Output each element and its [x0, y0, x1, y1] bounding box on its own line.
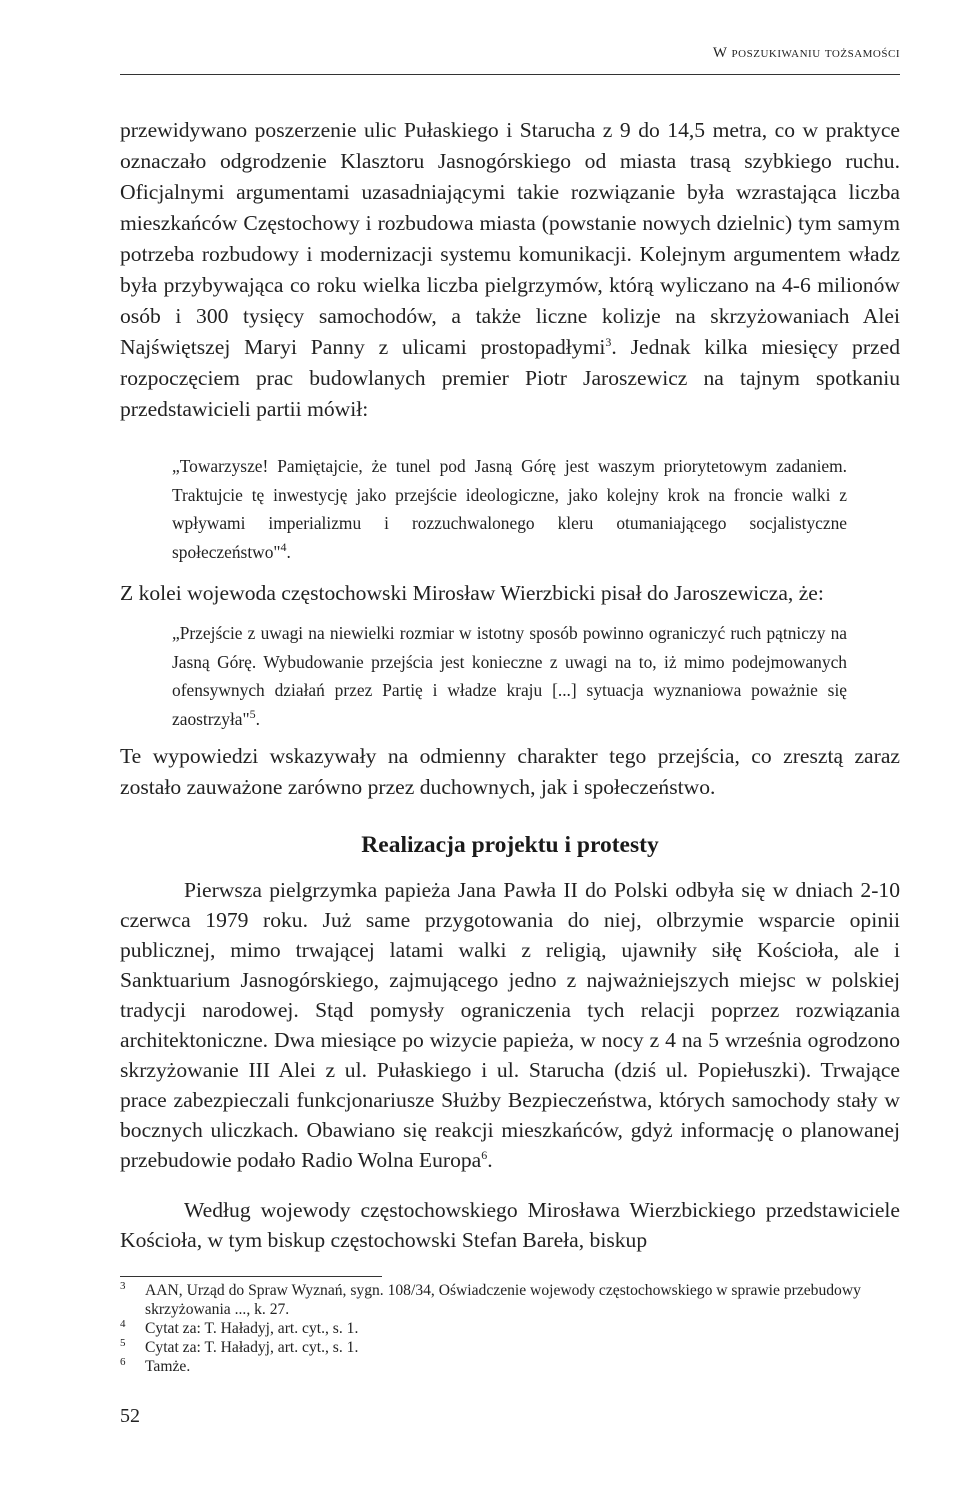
footnote-5 [120, 1338, 900, 1357]
paragraph-5: Według wojewody częstochowskiego Mirosława Wierzbickiego przedstawiciele Kościoła, w tym biskup częstochowski Stefan Bareła, biskup [120, 1198, 900, 1252]
quote-1-text: „Towarzysze! Pamiętajcie, że tunel pod Jasną Górę jest waszym priorytetowym zadaniem. Traktujcie tę inwestycję jako przejście ideologiczne, jako kolejny krok na froncie walki z wpływami imperializmu i rozzuchwalonego kleru otumaniającego socjalistyczne społeczeństwo" [172, 456, 847, 563]
footnote-rule [120, 1276, 382, 1277]
quote-wierzbicki [172, 619, 847, 734]
paragraph-1-text: przewidywano poszerzenie ulic Pułaskiego i Starucha z 9 do 14,5 metra, co w praktyce oznaczało odgrodzenie Klasztoru Jasnogórskiego od miasta trasą szybkiego ruchu. Oficjalnymi argumentami uzasadniającymi takie rozwiązanie była wzrastająca liczba mieszkańców Częstochowy i rozbudowa miasta (powstanie nowych dzielnic) tym samym potrzeba rozbudowy i modernizacji systemu komunikacji. Kolejnym argumentem władz była przybywająca co roku wielka liczba pielgrzymów, którą wyliczano na 4-6 milionów osób i 300 tysięcy samochodów, a także liczne kolizje na skrzyżowaniach Alei Najświętszej Maryi Panny z ulicami prostopadłymi [120, 118, 900, 359]
footnote-ref-5[interactable]: 5 [249, 707, 256, 722]
footnote-3 [120, 1281, 900, 1319]
footnote-number: 3 [120, 1280, 126, 1292]
footnote-ref-4[interactable]: 4 [280, 540, 287, 555]
footnote-4 [120, 1319, 900, 1338]
quote-2-end: . [255, 709, 260, 730]
footnote-text: Cytat za: T. Haładyj, art. cyt., s. 1. [145, 1320, 359, 1337]
footnote-ref-3[interactable]: 3 [605, 334, 612, 349]
paragraph-1 [120, 115, 900, 425]
quote-1-end: . [286, 542, 291, 563]
quote-2-text: „Przejście z uwagi na niewielki rozmiar w istotny sposób powinno ograniczyć ruch pątniczy na Jasną Górę. Wybudowanie przejścia jest konieczne z uwagi na to, iż mimo podejmowanych ofensywnych działań przez Partię i władze kraju [...] sytuacja wyznaniowa poważnie się zaostrzyła" [172, 623, 847, 730]
footnote-number: 5 [120, 1337, 126, 1349]
page-number: 52 [120, 1405, 140, 1427]
paragraph-1-text-cont: . Jednak kilka miesięcy przed rozpoczęciem prac budowlanych premier Piotr Jaroszewicz na tajnym spotkaniu przedstawicieli partii mówił: [120, 335, 900, 421]
paragraph-4-text: Pierwsza pielgrzymka papieża Jana Pawła II do Polski odbyła się w dniach 2-10 czerwca 1979 roku. Już same przygotowania do niej, olbrzymie wsparcie opinii publicznej, mimo trwającej latami walki z religią, ujawniły siłę Kościoła, ale i Sanktuarium Jasnogórskiego, zajmującego jedno z najważniejszych miejsc w polskiej tradycji narodowej. Stąd pomysły ograniczenia tych relacji poprzez rozwiązania architektoniczne. Dwa miesiące po wizycie papieża, w nocy z 4 na 5 września ogrodzono skrzyżowanie III Alei z ul. Pułaskiego i ul. Starucha (dziś ul. Popiełuszki). Trwające prace zabezpieczali funkcjonariusze Służby Bezpieczeństwa, których samochody stały w bocznych uliczkach. Obawiano się reakcji mieszkańców, gdyż informację o planowanej przebudowie podało Radio Wolna Europa [120, 878, 900, 1172]
footnote-6 [120, 1357, 900, 1376]
footnote-text: AAN, Urząd do Spraw Wyznań, sygn. 108/34, Oświadczenie wojewody częstochowskiego w sprawie przebudowy skrzyżowania ..., k. 27. [145, 1282, 861, 1318]
footnote-text: Cytat za: T. Haładyj, art. cyt., s. 1. [145, 1339, 359, 1356]
paragraph-4-end: . [487, 1148, 493, 1172]
footnote-ref-6[interactable]: 6 [481, 1147, 488, 1162]
footnote-number: 4 [120, 1318, 126, 1330]
running-header: W poszukiwaniu tożsamości [712, 45, 900, 61]
footnotes [120, 1281, 900, 1376]
quote-jaroszewicz [172, 452, 847, 567]
paragraph-3: Te wypowiedzi wskazywały na odmienny charakter tego przejścia, co zresztą zaraz zostało zauważone zarówno przez duchownych, jak i społeczeństwo. [120, 744, 900, 799]
header-rule [120, 74, 900, 75]
footnote-text: Tamże. [145, 1358, 191, 1375]
section-heading: Realizacja projektu i protesty [361, 832, 659, 858]
footnote-number: 6 [120, 1356, 126, 1368]
paragraph-4 [120, 875, 900, 1175]
paragraph-2: Z kolei wojewoda częstochowski Mirosław Wierzbicki pisał do Jaroszewicza, że: [120, 581, 824, 605]
